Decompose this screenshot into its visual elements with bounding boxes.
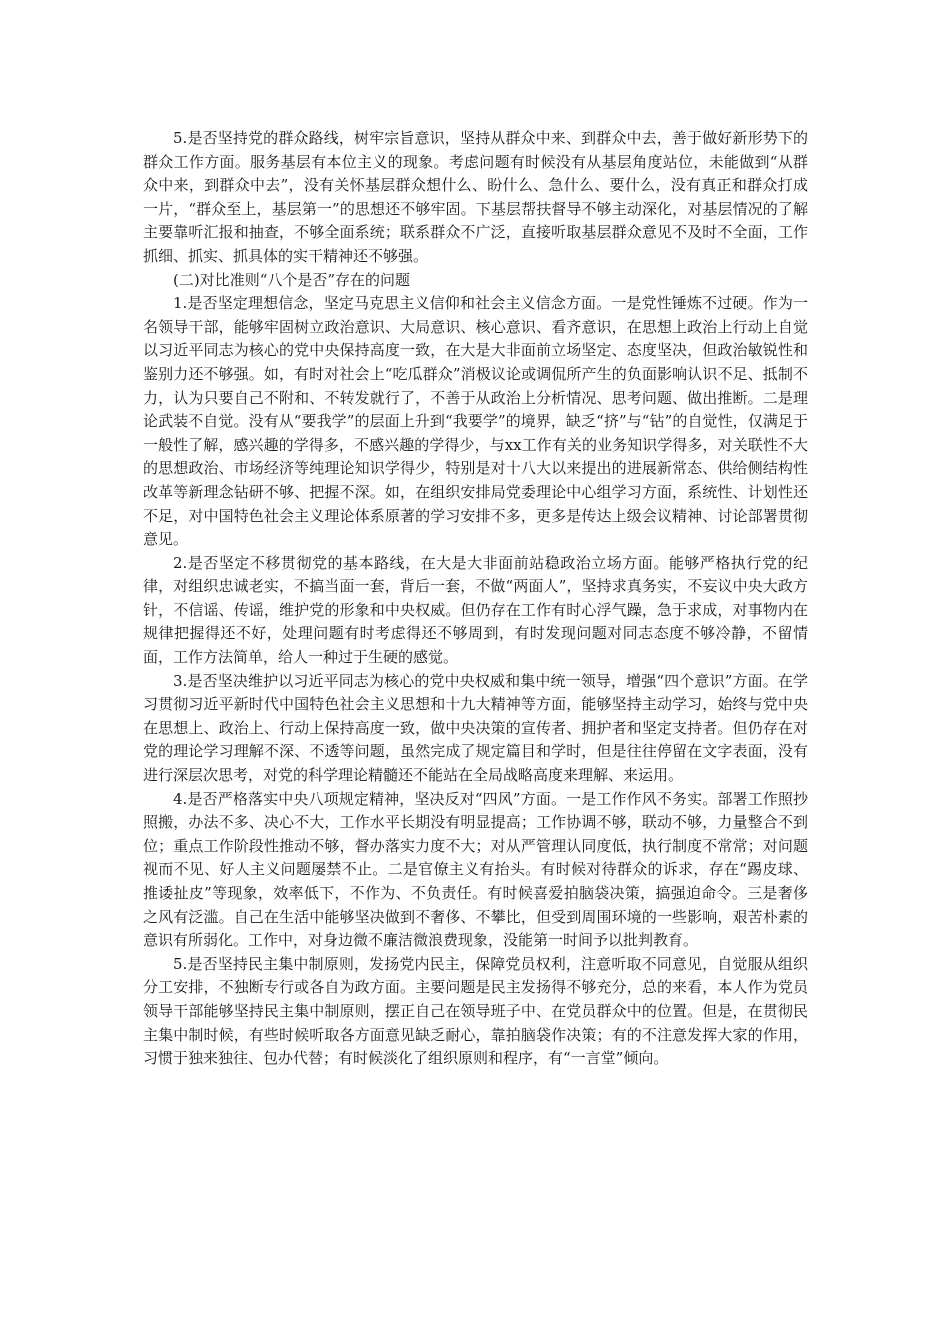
section-heading-eight-whethers: (二)对比准则“八个是否”存在的问题	[173, 270, 411, 289]
paragraph-democratic-centralism: 5.是否坚持民主集中制原则，发扬党内民主，保障党员权利，注意听取不同意见，自觉服从组织分工安排，不独断专行或各自为政方面。主要问题是民主发扬得不够充分，总的来看，本人作为党员领导干部能够坚持民主集中制原则，摆正自己在领导班子中、在党员群众中的位置。但是，在贯彻民主集中制时候，有些时候听取各方面意见缺乏耐心，靠拍脑袋作决策；有的不注意发挥大家的作用，习惯于独来独往、包办代替；有时候淡化了组织原则和程序，有“一言堂”倾向。	[143, 954, 808, 1068]
document-body	[143, 127, 808, 1071]
paragraph-ideals-faith: 1.是否坚定理想信念，坚定马克思主义信仰和社会主义信念方面。一是党性锤炼不过硬。作为一名领导干部，能够牢固树立政治意识、大局意识、核心意识、看齐意识，在思想上政治上行动上自觉以习近平同志为核心的党中央保持高度一致，在大是大非面前立场坚定、态度坚决，但政治敏锐性和鉴别力还不够强。如，有时对社会上“吃瓜群众”消极议论或调侃所产生的负面影响认识不足、抵制不力，认为只要自己不附和、不转发就行了，不善于从政治上分析情况、思考问题、做出推断。二是理论武装不自觉。没有从“要我学”的层面上升到“我要学”的境界，缺乏“挤”与“钻”的自觉性，仅满足于一般性了解，感兴趣的学得多，不感兴趣的学得少，与xx工作有关的业务知识学得多，对关联性不大的思想政治、市场经济等纯理论知识学得少，特别是对十八大以来提出的进展新常态、供给侧结构性改革等新理念钻研不够、把握不深。如，在组织安排局党委理论中心组学习方面，系统性、计划性还不足，对中国特色社会主义理论体系原著的学习安排不多，更多是传达上级会议精神、讨论部署贯彻意见。	[143, 294, 808, 549]
paragraph-basic-line: 2.是否坚定不移贯彻党的基本路线，在大是大非面前站稳政治立场方面。能够严格执行党的纪律，对组织忠诚老实，不搞当面一套，背后一套，不做“两面人”，坚持求真务实，不妄议中央大政方针，不信谣、传谣，维护党的形象和中央权威。但仍存在工作有时心浮气躁，急于求成，对事物内在规律把握得还不好，处理问题有时考虑得还不够周到，有时发现问题对同志态度不够冷静，不留情面，工作方法简单，给人一种过于生硬的感觉。	[143, 553, 808, 667]
paragraph-central-authority: 3.是否坚决维护以习近平同志为核心的党中央权威和集中统一领导，增强“四个意识”方面。在学习贯彻习近平新时代中国特色社会主义思想和十九大精神等方面，能够坚持主动学习，始终与党中央在思想上、政治上、行动上保持高度一致，做中央决策的宣传者、拥护者和坚定支持者。但仍存在对党的理论学习理解不深、不透等问题，虽然完成了规定篇目和学时，但是往往停留在文字表面，没有进行深层次思考，对党的科学理论精髓还不能站在全局战略高度来理解、来运用。	[143, 671, 808, 785]
paragraph-mass-line: 5.是否坚持党的群众路线，树牢宗旨意识，坚持从群众中来、到群众中去，善于做好新形势下的群众工作方面。服务基层有本位主义的现象。考虑问题有时候没有从基层角度站位，未能做到“从群众中来，到群众中去”，没有关怀基层群众想什么、盼什么、急什么、要什么，没有真正和群众打成一片，“群众至上，基层第一”的思想还不够牢固。下基层帮扶督导不够主动深化，对基层情况的了解主要靠听汇报和抽查，不够全面系统；联系群众不广泛，直接听取基层群众意见不及时不全面，工作抓细、抓实、抓具体的实干精神还不够强。	[143, 129, 808, 265]
paragraph-eight-regulations: 4.是否严格落实中央八项规定精神，坚决反对“四风”方面。一是工作作风不务实。部署工作照抄照搬，办法不多、决心不大，工作水平长期没有明显提高；工作协调不够，联动不够，力量整合不到位；重点工作阶段性推动不够，督办落实力度不大；对从严管理认同度低，执行制度不常常；对问题视而不见、好人主义问题屡禁不止。二是官僚主义有抬头。有时候对待群众的诉求，存在“踢皮球、推诿扯皮”等现象，效率低下，不作为、不负责任。有时候喜爱拍脑袋决策，搞强迫命令。三是奢侈之风有泛滥。自己在生活中能够坚决做到不奢侈、不攀比，但受到周围环境的一些影响，艰苦朴素的意识有所弱化。工作中，对身边微不廉洁微浪费现象，没能第一时间予以批判教育。	[143, 789, 808, 950]
